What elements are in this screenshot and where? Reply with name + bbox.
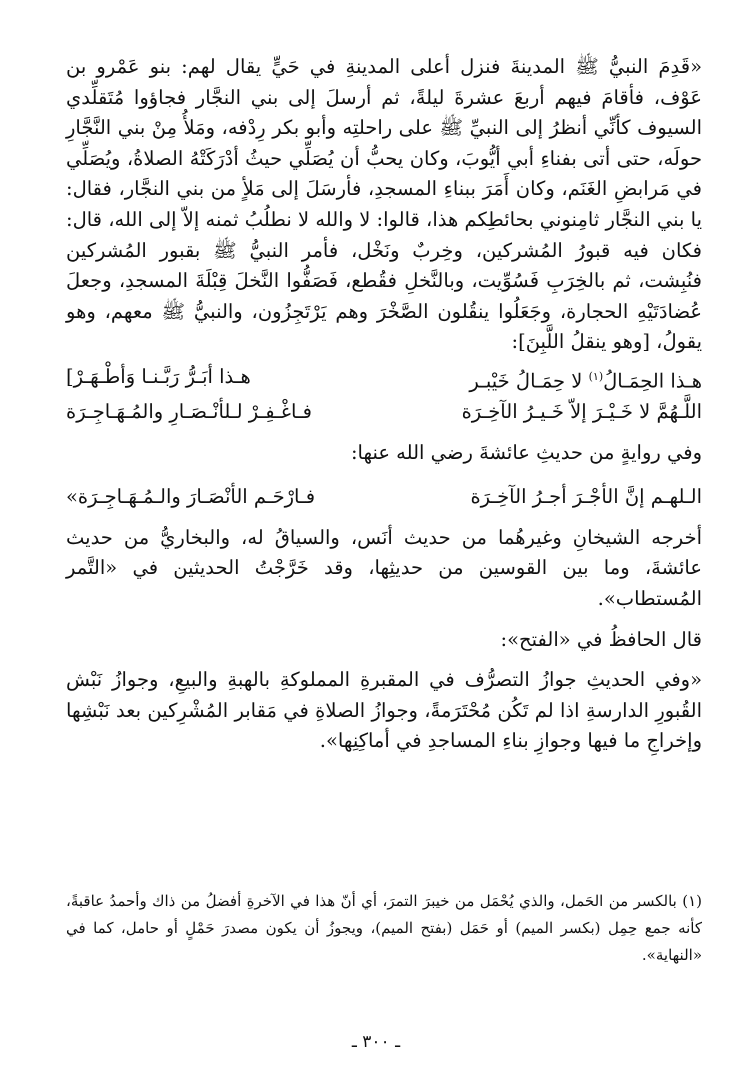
verse-3-first-hemistich: الـلهـم إنَّ الأجْـرَ أجـرُ الآخِـرَة	[470, 485, 702, 509]
page-number: ـ ٣٠٠ ـ	[351, 1032, 401, 1052]
verse-1-first-rest: لا حِمَـالُ خَيْبـر	[469, 369, 589, 393]
hafiz-quote-intro: قال الحافظُ في «الفتح»:	[500, 627, 702, 651]
verse-1-first-hemistich	[397, 362, 702, 397]
poem-verse-2	[66, 397, 702, 428]
verse-3-second-hemistich: فـارْحَـم الأنْصَـارَ والـمُـهَـاجِـرَة»	[66, 485, 316, 509]
hadith-paragraph: «قَدِمَ النبيُّ ﷺ المدينةَ فنزل أعلى المدينةِ في حَيٍّ يقال لهم: بنو عَمْرو بن عَوْف، فأقامَ فيهم أربعَ عشرةَ ليلةً، ثم أرسلَ إلى بني النجَّار فجاؤوا مُتَقلِّدي السيوف كأنِّي أنظرُ إلى النبيِّ ﷺ على راحلتِه وأبو بكر رِدْفه، ومَلأُ مِنْ بني النَّجَّارِ حولَه، حتى أتى بفناءِ أبي أيُّوبَ، وكان يحبُّ أن يُصَلِّي حيثُ أدْرَكَتْهُ الصلاةُ، ويُصَلِّي في مَرابضِ الغَنَم، وكان أَمَرَ ببناءِ المسجدِ، فأرسَلَ إلى مَلأٍ من بني النجَّار، فقال: يا بني النجَّار ثامِنوني بحائطِكم هذا، قالوا: لا والله لا نطلُبُ ثمنه إلاّ إلى الله، قال: فكان فيه قبورُ المُشركين، وخِربٌ ونَخْل، فأمر النبيُّ ﷺ بقبور المُشركين فنُبِشت، ثم بالخِرَبِ فَسُوِّيت، وبالنَّخلِ فقُطع، فَصَفُّوا النَّخلَ قِبْلَةَ المسجدِ، وجعلَ عُضادَتَيْهِ الحجارة، وجَعَلُوا ينقُلون الصَّخْرَ وهم يَرْتَجِزُون، والنبيُّ ﷺ معهم، وهو يقولُ، [وهو ينقلُ اللَّبِنَ]:	[66, 55, 702, 354]
narration-intro: وفي روايةٍ من حديثِ عائشةَ رضي الله عنها:	[350, 440, 702, 464]
takhrij-paragraph: أخرجه الشيخانِ وغيرهُما من حديث أنَس، والسياقُ له، والبخاريُّ من حديث عائشةَ، وما بين القوسين من حديثِها، وقد خَرَّجْتُ الحديثين في «التَّمر المُستطاب».	[66, 525, 702, 610]
verse-2-second-hemistich: فـاغْـفِـرْ لـلأنْـصَـارِ والمُـهَـاجِـرَة	[66, 400, 312, 424]
footnote	[66, 888, 702, 969]
fath-quote: «وفي الحديثِ جوازُ التصرُّف في المقبرةِ المملوكةِ بالهبةِ والبيعِ، وجوازُ نَبْش القُبورِ الدارسةِ اذا لم تَكُن مُحْتَرَمةً، وجوازُ الصلاةِ في مَقابر المُشْرِكين بعد نَبْشِها وإخراجِ ما فيها وجوازِ بناءِ المساجدِ في أماكِنِها».	[66, 668, 702, 753]
verse-1-first-part: هـذا الحِمَـالُ	[603, 369, 702, 393]
main-text	[66, 52, 702, 757]
footnote-text: (١) بالكسر من الحَمل، والذي يُحْمَل من خيبرَ التمرَ، أي أنّ هذا في الآخرةِ أفضلُ من ذاك وأحمدُ عاقبةً، كأنه جمع حِمِل (بكسر الميم) أو حَمَل (بفتح الميم)، ويجوزُ أن يكون مصدرَ حَمْلٍ أو حامل، كما في «النهاية».	[66, 892, 702, 964]
poem-verse-3	[66, 482, 702, 513]
verse-2-first-hemistich: اللَّـهُمَّ لا خَـيْـرَ إلاّ خَـيـرُ الآخِـرَة	[461, 400, 702, 424]
verse-1-second-hemistich: هـذا أبَـرُّ رَبَّـنـا وَأطْـهَـرْ]	[66, 364, 251, 388]
footnote-marker[interactable]: (١)	[588, 369, 604, 383]
poem-verse-1	[66, 362, 702, 397]
